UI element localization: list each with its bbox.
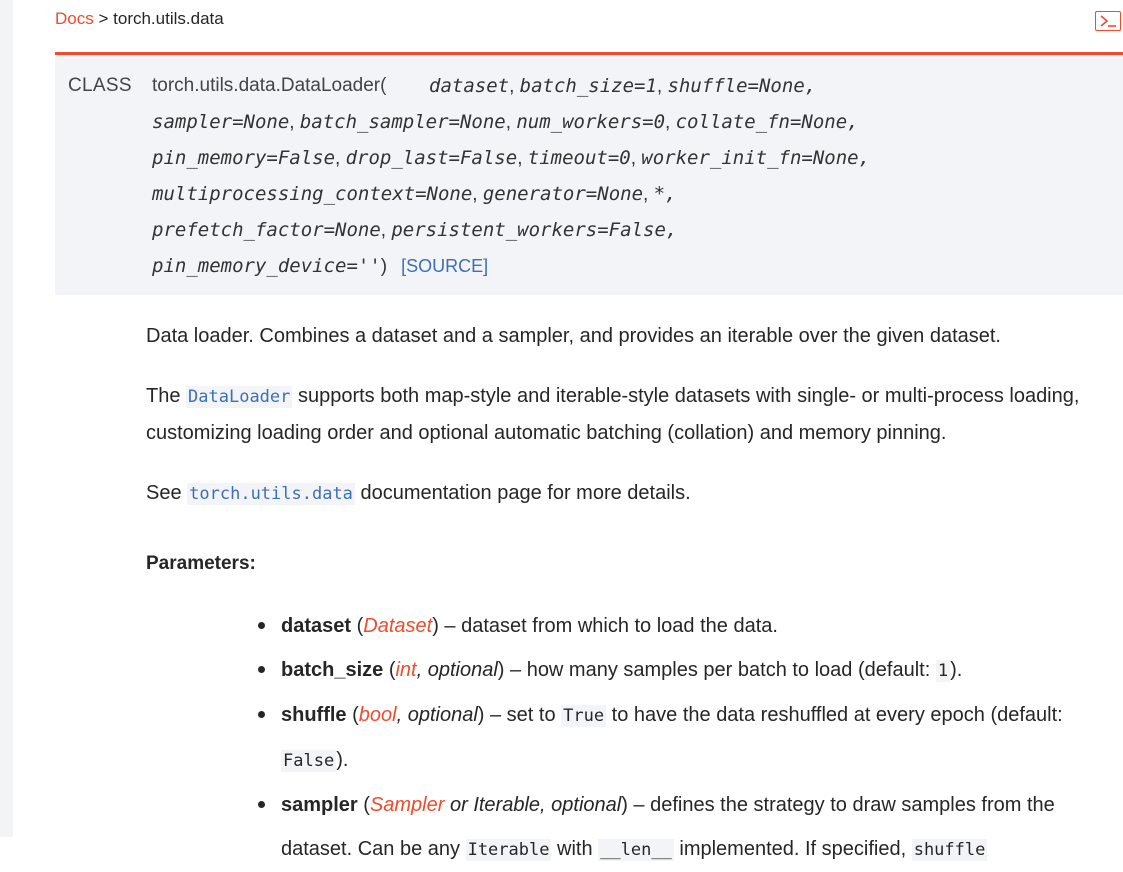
doc-content [146, 318, 1123, 872]
sig-param: shuffle=None, [667, 75, 817, 97]
signature-line-4: multiprocessing_context=None, generator=None, *, [152, 183, 677, 205]
param-type: or Iterable, optional [444, 794, 622, 816]
inline-code: True [563, 706, 605, 726]
parameters-list [146, 604, 1123, 872]
sig-param: worker_init_fn=None, [641, 147, 871, 169]
sig-param: batch_size=1 [519, 75, 657, 97]
param-desc: implemented. If specified, [673, 838, 912, 860]
param-type-link[interactable]: int [395, 659, 417, 681]
sig-param: prefetch_factor=None [152, 219, 381, 241]
signature-line-3: pin_memory=False, drop_last=False, timeout=0, worker_init_fn=None, [152, 147, 871, 169]
sig-param: pin_memory_device='' [152, 255, 381, 277]
close-paren: ) [380, 256, 388, 277]
sig-param: timeout=0 [527, 147, 631, 169]
breadcrumb-current: torch.utils.data [113, 9, 224, 28]
list-item: shuffle (bool, optional) – set to True to have the data reshuffled at every epoch (default: False ). [281, 693, 1123, 783]
signature-kind: CLASS [68, 75, 132, 96]
param-desc: to have the data reshuffled at every epoch (default: [606, 704, 1063, 726]
sig-param: collate_fn=None, [675, 111, 859, 133]
inline-code: __len__ [600, 840, 672, 860]
inline-code: 1 [937, 661, 949, 681]
param-type: , optional [416, 659, 498, 681]
dataloader-code-link[interactable]: DataLoader [188, 387, 291, 407]
list-item: dataset (Dataset) – dataset from which to load the data. [281, 604, 1123, 648]
param-desc: with [551, 838, 599, 860]
sig-param: drop_last=False [345, 147, 518, 169]
sig-param: sampler=None [152, 111, 290, 133]
description-paragraph-1: Data loader. Combines a dataset and a sampler, and provides an iterable over the given dataset. [146, 325, 1001, 347]
source-link[interactable]: [SOURCE] [401, 256, 489, 276]
param-name: batch_size [281, 659, 384, 681]
left-sidebar-strip [0, 0, 13, 837]
description-paragraph-3 [146, 475, 1123, 512]
text: supports both map-style and iterable-style datasets with single- or multi-process loading, customizing loading order and optional automatic batching (collation) and memory pinning. [146, 385, 1080, 444]
param-type-link[interactable]: Sampler [369, 794, 445, 816]
param-desc: – how many samples per batch to load (default: [504, 659, 936, 681]
param-type-link[interactable]: Dataset [363, 615, 433, 637]
sig-param: persistent_workers=False, [391, 219, 678, 241]
signature-line-1: dataset, batch_size=1, shuffle=None, [429, 75, 817, 97]
param-desc: – dataset from which to load the data. [438, 615, 778, 637]
param-desc: ). [950, 659, 963, 681]
param-desc: – defines the strategy to draw samples from the dataset. Can be any [281, 794, 1055, 860]
sig-param: generator=None [482, 183, 644, 205]
open-paren: ( [380, 75, 387, 96]
sig-param: *, [653, 183, 677, 205]
class-signature [55, 52, 1123, 295]
param-desc: ). [336, 749, 349, 771]
sig-param: dataset [429, 75, 510, 97]
param-name: shuffle [281, 704, 347, 726]
parameters-heading: Parameters: [146, 553, 256, 574]
param-desc: – set to [484, 704, 562, 726]
breadcrumb [55, 9, 224, 29]
breadcrumb-separator: > [98, 9, 109, 28]
text: See [146, 482, 188, 504]
inline-code: Iterable [467, 840, 550, 860]
signature-name [152, 75, 386, 97]
torch-utils-data-code-link[interactable]: torch.utils.data [189, 484, 353, 504]
list-item: batch_size (int, optional) – how many samples per batch to load (default: 1 ). [281, 648, 1123, 693]
signature-line-2: sampler=None, batch_sampler=None, num_workers=0, collate_fn=None, [152, 111, 859, 133]
terminal-button[interactable] [1095, 11, 1121, 31]
param-type-link[interactable]: bool [358, 704, 397, 726]
description-paragraph-2 [146, 378, 1123, 451]
class-name: torch.utils.data.DataLoader [152, 75, 381, 96]
sig-param: pin_memory=False [152, 147, 336, 169]
param-name: sampler [281, 794, 358, 816]
text: The [146, 385, 187, 407]
param-type: , optional [396, 704, 478, 726]
top-bar [55, 0, 1123, 52]
signature-line-5: prefetch_factor=None, persistent_workers=False, [152, 219, 678, 241]
param-name: dataset [281, 615, 352, 637]
inline-code: False [283, 751, 335, 771]
list-item: sampler (Sampler or Iterable, optional) – defines the strategy to draw samples from the dataset. Can be any Iterable with __len__ implemented. If specified, shuffle [281, 783, 1123, 872]
inline-code: shuffle [913, 840, 986, 860]
signature-line-6 [152, 255, 488, 278]
sig-param: multiprocessing_context=None [152, 183, 473, 205]
sig-param: num_workers=0 [516, 111, 666, 133]
terminal-icon [1098, 14, 1118, 28]
text: documentation page for more details. [354, 482, 691, 504]
sig-param: batch_sampler=None [299, 111, 506, 133]
breadcrumb-docs-link[interactable]: Docs [55, 9, 94, 28]
